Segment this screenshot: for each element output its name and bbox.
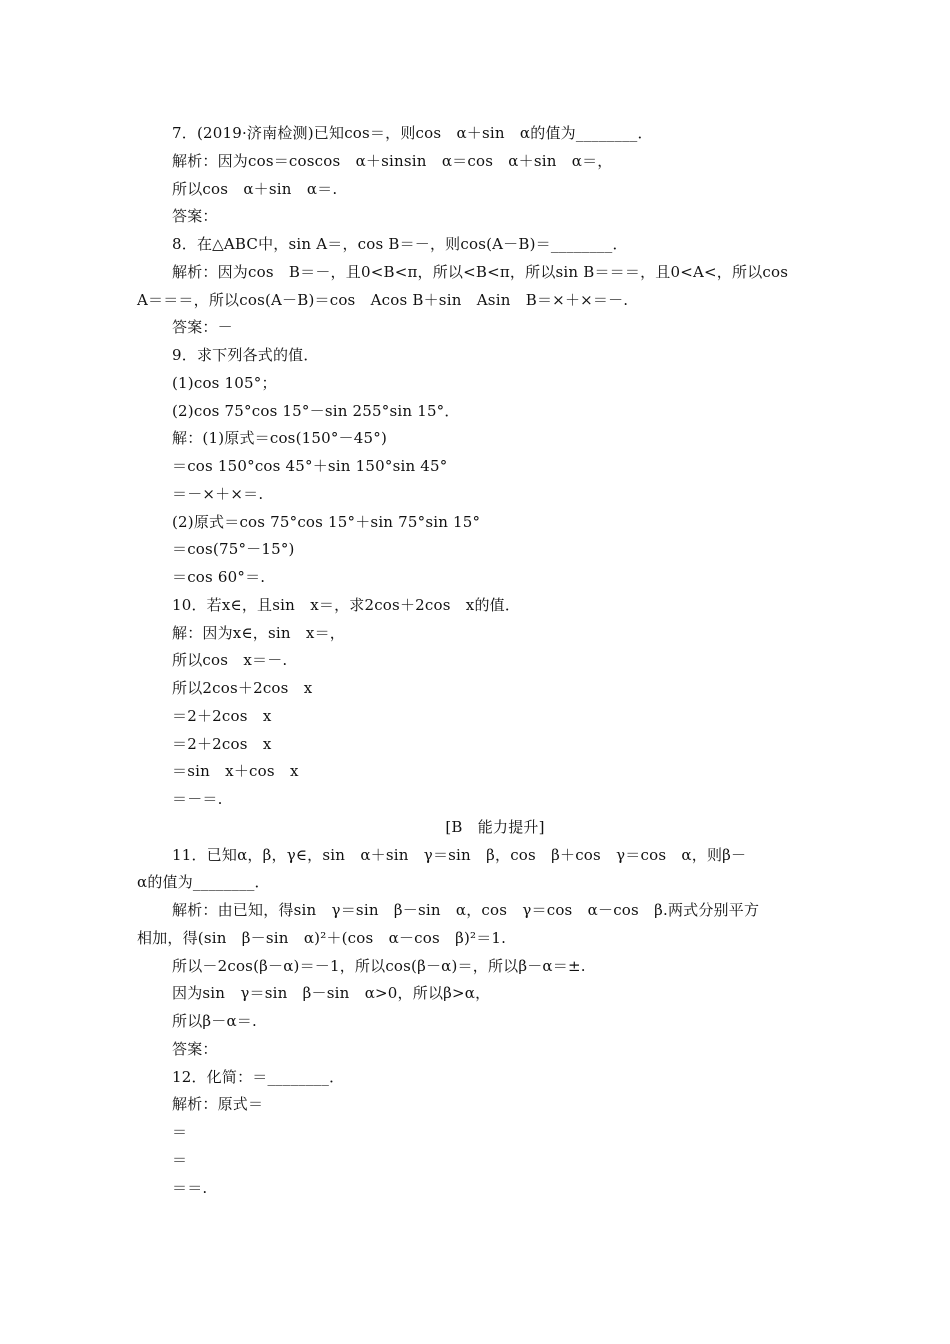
problem-12-step: ＝＝. [172, 1179, 208, 1197]
problem-10-solution: 解：因为x∈，sin x＝， [172, 624, 345, 642]
problem-7-statement: 7．(2019·济南检测)已知cos＝，则cos α＋sin α的值为________． [172, 124, 653, 142]
problem-8-analysis-continued: A＝＝＝，所以cos(A－B)＝cos Acos B＋sin Asin B＝×＋×＝－. [137, 291, 629, 309]
problem-8-answer: 答案：－ [172, 318, 233, 336]
problem-9-solution: 解：(1)原式＝cos(150°－45°) [172, 429, 387, 447]
problem-7-analysis: 解析：因为cos＝coscos α＋sinsin α＝cos α＋sin α＝， [172, 152, 613, 170]
problem-11-step: 所以β－α＝. [172, 1012, 257, 1030]
section-heading: [B 能力提升] [445, 818, 545, 836]
problem-9-step: ＝－×＋×＝. [172, 485, 264, 503]
problem-9-part-1: (1)cos 105°； [172, 374, 277, 392]
problem-10-step: 所以cos x＝－. [172, 651, 288, 669]
problem-12-statement: 12．化简：＝________． [172, 1068, 345, 1086]
problem-11-answer: 答案： [172, 1040, 218, 1058]
problem-12-step: ＝ [172, 1151, 188, 1169]
problem-10-step: ＝－＝. [172, 790, 223, 808]
problem-9-step: ＝cos(75°－15°) [172, 540, 295, 558]
problem-8-analysis: 解析：因为cos B＝－，且0<B<π，所以<B<π，所以sin B＝＝＝，且0<A<，所以cos [172, 263, 789, 281]
problem-10-statement: 10．若x∈，且sin x＝，求2cos＋2cos x的值． [172, 596, 521, 614]
problem-10-step: ＝sin x＋cos x [172, 762, 299, 780]
problem-9-step: ＝cos 150°cos 45°＋sin 150°sin 45° [172, 457, 448, 475]
problem-9-statement: 9．求下列各式的值． [172, 346, 319, 364]
problem-9-part-2: (2)cos 75°cos 15°－sin 255°sin 15°． [172, 402, 460, 420]
problem-7-answer: 答案： [172, 207, 218, 225]
problem-8-statement: 8．在△ABC中，sin A＝，cos B＝－，则cos(A－B)＝________． [172, 235, 628, 253]
problem-11-analysis-continued: 相加，得(sin β－sin α)²＋(cos α－cos β)²＝1. [137, 929, 507, 947]
problem-9-step: (2)原式＝cos 75°cos 15°＋sin 75°sin 15° [172, 513, 481, 531]
problem-11-step: 因为sin γ＝sin β－sin α>0，所以β>α， [172, 984, 491, 1002]
problem-11-analysis: 解析：由已知，得sin γ＝sin β－sin α，cos γ＝cos α－cos β.两式分别平方 [172, 901, 760, 919]
problem-7-conclusion: 所以cos α＋sin α＝. [172, 180, 338, 198]
problem-10-step: ＝2＋2cos x [172, 707, 272, 725]
problem-12-analysis: 解析：原式＝ [172, 1095, 264, 1113]
problem-11-statement-continued: α的值为________． [137, 873, 270, 891]
problem-10-step: 所以2cos＋2cos x [172, 679, 313, 697]
problem-12-step: ＝ [172, 1123, 188, 1141]
problem-9-step: ＝cos 60°＝. [172, 568, 266, 586]
problem-10-step: ＝2＋2cos x [172, 735, 272, 753]
problem-11-step: 所以－2cos(β－α)＝－1，所以cos(β－α)＝，所以β－α＝±. [172, 957, 586, 975]
problem-11-statement: 11．已知α，β，γ∈，sin α＋sin γ＝sin β，cos β＋cos γ＝cos α，则β－ [172, 846, 747, 864]
